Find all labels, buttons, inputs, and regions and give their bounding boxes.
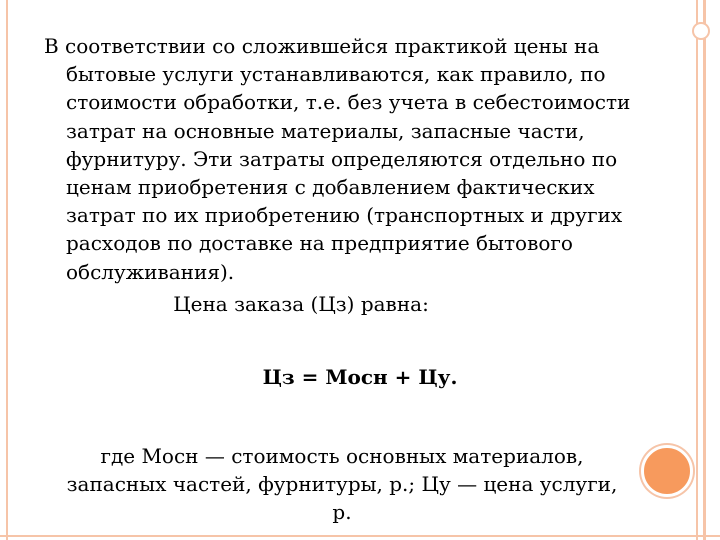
accent-circle bbox=[641, 445, 693, 497]
formula-text: Цз = Мосн + Цу. bbox=[262, 365, 458, 389]
left-border-line bbox=[6, 0, 8, 540]
price-intro: Цена заказа (Цз) равна: bbox=[173, 291, 429, 316]
right-border-inner-line bbox=[696, 0, 698, 540]
bottom-border-line bbox=[0, 535, 720, 537]
top-decorative-circle bbox=[692, 22, 710, 40]
price-formula bbox=[0, 365, 720, 389]
formula-explanation: где Мосн — стоимость основных материалов, запасных частей, фурнитуры, р.; Цу — цена услуги, р. bbox=[66, 444, 618, 525]
slide-content bbox=[44, 32, 644, 318]
pricing-paragraph: В соответствии со сложившейся практикой цены на бытовые услуги устанавливаются, как правило, по стоимости обработки, т.е. без учета в себестоимости затрат на основные материалы, запасные части, фурнитуру. Эти затраты определяются отдельно по ценам приобретения с добавлением фактических затрат по их приобретению (транспортных и других расходов по доставке на предприятие бытового обслуживания). bbox=[44, 34, 631, 284]
right-border-outer-line bbox=[703, 0, 706, 540]
